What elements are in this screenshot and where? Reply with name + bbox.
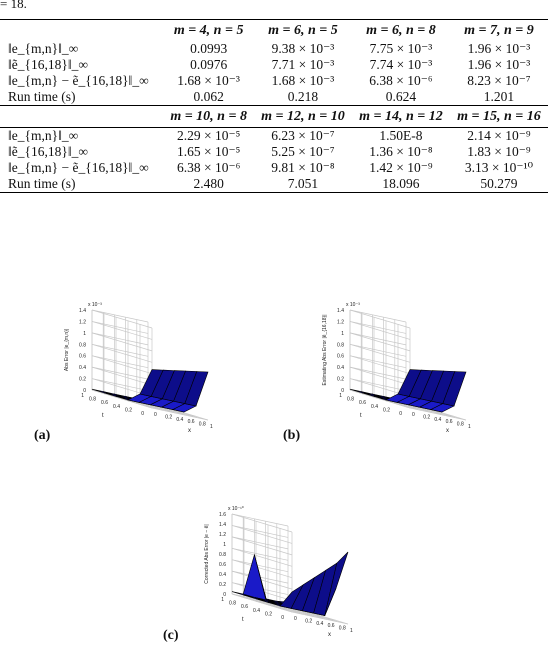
- table-cell: 7.71 × 10⁻³: [271, 57, 335, 72]
- table-header-cell: m = 6, n = 5: [254, 20, 352, 42]
- svg-text:0.2: 0.2: [383, 407, 390, 414]
- table-cell: 1.50E-8: [379, 128, 423, 143]
- svg-text:1.2: 1.2: [79, 319, 86, 326]
- table-header-row: [0, 106, 548, 128]
- table-cell: 0.0993: [190, 41, 228, 56]
- svg-text:Estimating Abs Error |ẽ_{16,18: Estimating Abs Error |ẽ_{16,18}|: [322, 314, 328, 386]
- caption-b: (b): [283, 428, 301, 443]
- svg-text:0.2: 0.2: [423, 414, 431, 421]
- svg-text:1: 1: [223, 542, 226, 548]
- table-header-row: [0, 20, 548, 42]
- svg-text:0.4: 0.4: [371, 403, 378, 410]
- surface-plot-c: [200, 462, 430, 642]
- svg-text:1: 1: [81, 393, 84, 399]
- svg-text:0.8: 0.8: [219, 552, 226, 558]
- svg-text:t: t: [102, 413, 104, 419]
- svg-text:0: 0: [294, 616, 297, 622]
- svg-text:0.4: 0.4: [113, 403, 120, 410]
- svg-text:1: 1: [350, 628, 353, 634]
- row-label: ‖ẽ_{16,18}‖_∞: [8, 57, 89, 72]
- table-cell: 9.81 × 10⁻⁸: [271, 160, 335, 175]
- row-label: Run time (s): [0, 176, 163, 193]
- fragment-text: = 18.: [0, 0, 27, 11]
- svg-text:x: x: [446, 428, 449, 434]
- table-cell: 2.29 × 10⁻⁵: [176, 128, 241, 143]
- svg-text:1.4: 1.4: [219, 522, 226, 528]
- svg-text:0.4: 0.4: [253, 607, 260, 614]
- svg-text:0.8: 0.8: [456, 421, 464, 428]
- svg-text:0: 0: [83, 388, 86, 394]
- svg-text:1: 1: [210, 424, 213, 430]
- svg-text:0.8: 0.8: [229, 600, 236, 607]
- table-row: [0, 160, 548, 176]
- row-label: ‖e_{m,n}‖_∞: [8, 41, 79, 56]
- svg-text:1: 1: [83, 330, 86, 337]
- svg-text:0.2: 0.2: [337, 376, 344, 383]
- table-header-cell: m = 7, n = 9: [450, 20, 548, 42]
- table-cell: 8.23 × 10⁻⁷: [467, 73, 531, 88]
- svg-text:t: t: [242, 617, 244, 623]
- svg-text:0.2: 0.2: [265, 611, 272, 618]
- svg-text:0.4: 0.4: [316, 620, 324, 627]
- table-cell: 2.480: [163, 176, 254, 193]
- table-cell: 3.13 × 10⁻¹⁰: [464, 160, 533, 175]
- svg-text:0.2: 0.2: [165, 414, 173, 421]
- svg-text:x: x: [188, 428, 191, 434]
- table-cell: 18.096: [352, 176, 450, 193]
- table-header-cell: m = 4, n = 5: [163, 20, 254, 42]
- table-header-cell: [0, 106, 163, 128]
- table-row: [0, 73, 548, 89]
- svg-text:0.6: 0.6: [445, 419, 453, 426]
- table-cell: 6.38 × 10⁻⁶: [176, 160, 241, 175]
- table-header-cell: m = 6, n = 8: [352, 20, 450, 42]
- svg-text:0: 0: [141, 411, 144, 417]
- table-row: [0, 176, 548, 193]
- table-header-cell: m = 14, n = 12: [352, 106, 450, 128]
- svg-text:0.6: 0.6: [79, 353, 86, 360]
- table-row: [0, 128, 548, 145]
- surface-plot-b: [318, 258, 548, 438]
- svg-text:1: 1: [468, 424, 471, 430]
- table-header-cell: m = 15, n = 16: [450, 106, 548, 128]
- row-label: ‖e_{m,n} − ẽ_{16,18}‖_∞: [8, 160, 149, 175]
- svg-text:0.2: 0.2: [79, 376, 86, 383]
- table-cell: 0.0976: [190, 57, 228, 72]
- surface-plot-a: [60, 258, 290, 438]
- svg-text:1: 1: [221, 597, 224, 603]
- table-cell: 1.36 × 10⁻⁸: [369, 144, 433, 159]
- table-cell: 6.38 × 10⁻⁶: [369, 73, 433, 88]
- table-row: [0, 41, 548, 57]
- svg-text:0.6: 0.6: [327, 623, 335, 630]
- table-row: [0, 89, 548, 106]
- table-cell: 1.83 × 10⁻⁹: [467, 144, 531, 159]
- svg-text:Corrected Abs Error |e − ẽ|: Corrected Abs Error |e − ẽ|: [204, 524, 210, 584]
- svg-text:Abs Error |e_{m,n}|: Abs Error |e_{m,n}|: [64, 328, 70, 372]
- svg-text:0.2: 0.2: [125, 407, 132, 414]
- table-cell: 7.74 × 10⁻³: [369, 57, 433, 72]
- svg-text:0: 0: [412, 412, 415, 418]
- svg-text:0.2: 0.2: [219, 582, 226, 588]
- svg-text:0.8: 0.8: [338, 625, 346, 632]
- table-cell: 1.96 × 10⁻³: [467, 41, 531, 56]
- svg-text:0.8: 0.8: [89, 396, 96, 403]
- svg-text:1.2: 1.2: [219, 532, 226, 538]
- svg-text:0.2: 0.2: [305, 618, 313, 625]
- svg-text:1: 1: [339, 393, 342, 399]
- svg-text:0.6: 0.6: [359, 400, 366, 407]
- table-cell: 2.14 × 10⁻⁹: [467, 128, 531, 143]
- table-header-cell: m = 10, n = 8: [163, 106, 254, 128]
- svg-text:0: 0: [223, 592, 226, 598]
- table-cell: 1.68 × 10⁻³: [271, 73, 335, 88]
- svg-text:x 10⁻³: x 10⁻³: [88, 302, 102, 308]
- row-label: ‖e_{m,n}‖_∞: [8, 128, 79, 143]
- table-cell: 0.062: [193, 89, 224, 104]
- svg-text:x 10⁻³: x 10⁻³: [346, 302, 360, 308]
- svg-text:0.6: 0.6: [187, 419, 195, 426]
- table-cell: 1.96 × 10⁻³: [467, 57, 531, 72]
- svg-text:0.6: 0.6: [337, 353, 344, 360]
- table-cell: 1.42 × 10⁻⁹: [369, 160, 433, 175]
- svg-text:0.4: 0.4: [337, 365, 344, 372]
- svg-text:0.6: 0.6: [219, 562, 226, 568]
- svg-text:0.8: 0.8: [79, 342, 86, 349]
- svg-text:0: 0: [281, 615, 284, 621]
- svg-text:0: 0: [154, 412, 157, 418]
- caption-c: (c): [163, 628, 179, 643]
- svg-text:0: 0: [399, 411, 402, 417]
- svg-text:0.4: 0.4: [79, 365, 86, 372]
- table-cell: 0.218: [287, 89, 319, 104]
- table-cell: 5.25 × 10⁻⁷: [271, 144, 335, 159]
- table-cell: 50.279: [450, 176, 548, 193]
- table-cell: 1.65 × 10⁻⁵: [176, 144, 241, 159]
- table-cell: 9.38 × 10⁻³: [271, 41, 335, 56]
- svg-text:0.4: 0.4: [176, 416, 184, 423]
- svg-text:1.4: 1.4: [79, 308, 86, 314]
- table-header-cell: [0, 20, 163, 42]
- svg-text:0.8: 0.8: [347, 396, 354, 403]
- svg-text:x 10⁻¹⁰: x 10⁻¹⁰: [228, 506, 244, 512]
- row-label: Run time (s): [8, 89, 76, 104]
- table-header-cell: m = 12, n = 10: [254, 106, 352, 128]
- svg-text:0.8: 0.8: [337, 342, 344, 349]
- table-cell: 7.75 × 10⁻³: [369, 41, 433, 56]
- svg-text:0.4: 0.4: [219, 572, 226, 578]
- row-label: ‖ẽ_{16,18}‖_∞: [8, 144, 89, 159]
- svg-text:t: t: [360, 413, 362, 419]
- row-label: ‖e_{m,n} − ẽ_{16,18}‖_∞: [8, 73, 149, 88]
- results-table: [0, 19, 548, 193]
- table-cell: 1.68 × 10⁻³: [177, 73, 240, 88]
- svg-text:x: x: [328, 632, 331, 638]
- table-row: [0, 144, 548, 160]
- svg-text:1.6: 1.6: [219, 512, 226, 518]
- table-cell: 0.624: [385, 89, 417, 104]
- svg-text:0: 0: [341, 388, 344, 394]
- svg-text:0.8: 0.8: [198, 421, 206, 428]
- svg-text:0.6: 0.6: [241, 604, 248, 611]
- table-cell: 1.201: [483, 89, 515, 104]
- table-cell: 7.051: [254, 176, 352, 193]
- svg-text:0.6: 0.6: [101, 400, 108, 407]
- svg-text:0.4: 0.4: [434, 416, 442, 423]
- svg-text:1: 1: [341, 330, 344, 337]
- table-cell: 6.23 × 10⁻⁷: [271, 128, 335, 143]
- table-row: [0, 57, 548, 73]
- caption-a: (a): [34, 428, 51, 443]
- svg-text:1.4: 1.4: [337, 308, 344, 314]
- svg-text:1.2: 1.2: [337, 319, 344, 326]
